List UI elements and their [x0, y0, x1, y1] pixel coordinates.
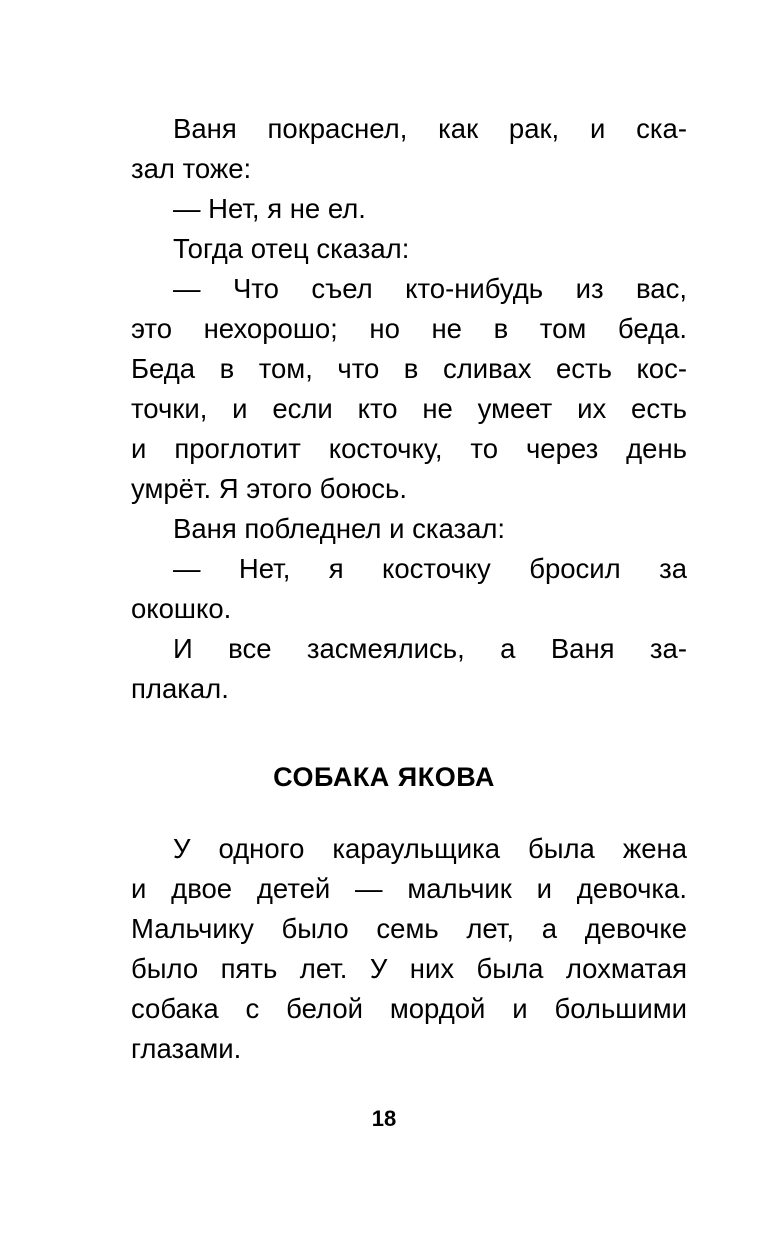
text-line: собака с белой мордой и большими — [131, 993, 687, 1024]
text-line: Тогда отец сказал: — [173, 233, 410, 264]
text-line: Ваня побледнел и сказал: — [173, 513, 506, 544]
text-line: глазами. — [131, 1033, 242, 1064]
text-line: — Нет, я не ел. — [173, 193, 366, 224]
text-line: и двое детей — мальчик и девочка. — [131, 873, 687, 904]
text-line: — Что съел кто-нибудь из вас, — [173, 273, 687, 304]
text-line: зал тоже: — [131, 153, 252, 184]
text-line: Ваня покраснел, как рак, и ска- — [173, 113, 687, 144]
text-line: Беда в том, что в сливах есть кос- — [131, 353, 687, 384]
text-line: И все засмеялись, а Ваня за- — [173, 633, 687, 664]
section-title: СОБАКА ЯКОВА — [273, 762, 495, 792]
text-line: окошко. — [131, 593, 232, 624]
text-line: это нехорошо; но не в том беда. — [131, 313, 687, 344]
page-number: 18 — [371, 1106, 397, 1131]
text-line: Мальчику было семь лет, а девочке — [131, 913, 687, 944]
text-line: точки, и если кто не умеет их есть — [131, 393, 687, 424]
text-line: У одного караульщика была жена — [173, 833, 687, 864]
text-line: плакал. — [131, 673, 229, 704]
text-line: — Нет, я косточку бросил за — [173, 553, 687, 584]
text-line: было пять лет. У них была лохматая — [131, 953, 687, 984]
text-line: умрёт. Я этого боюсь. — [131, 473, 408, 504]
story-beginning-text — [131, 829, 687, 1069]
text-line: и проглотит косточку, то через день — [131, 433, 687, 464]
story-ending-text — [131, 109, 687, 709]
